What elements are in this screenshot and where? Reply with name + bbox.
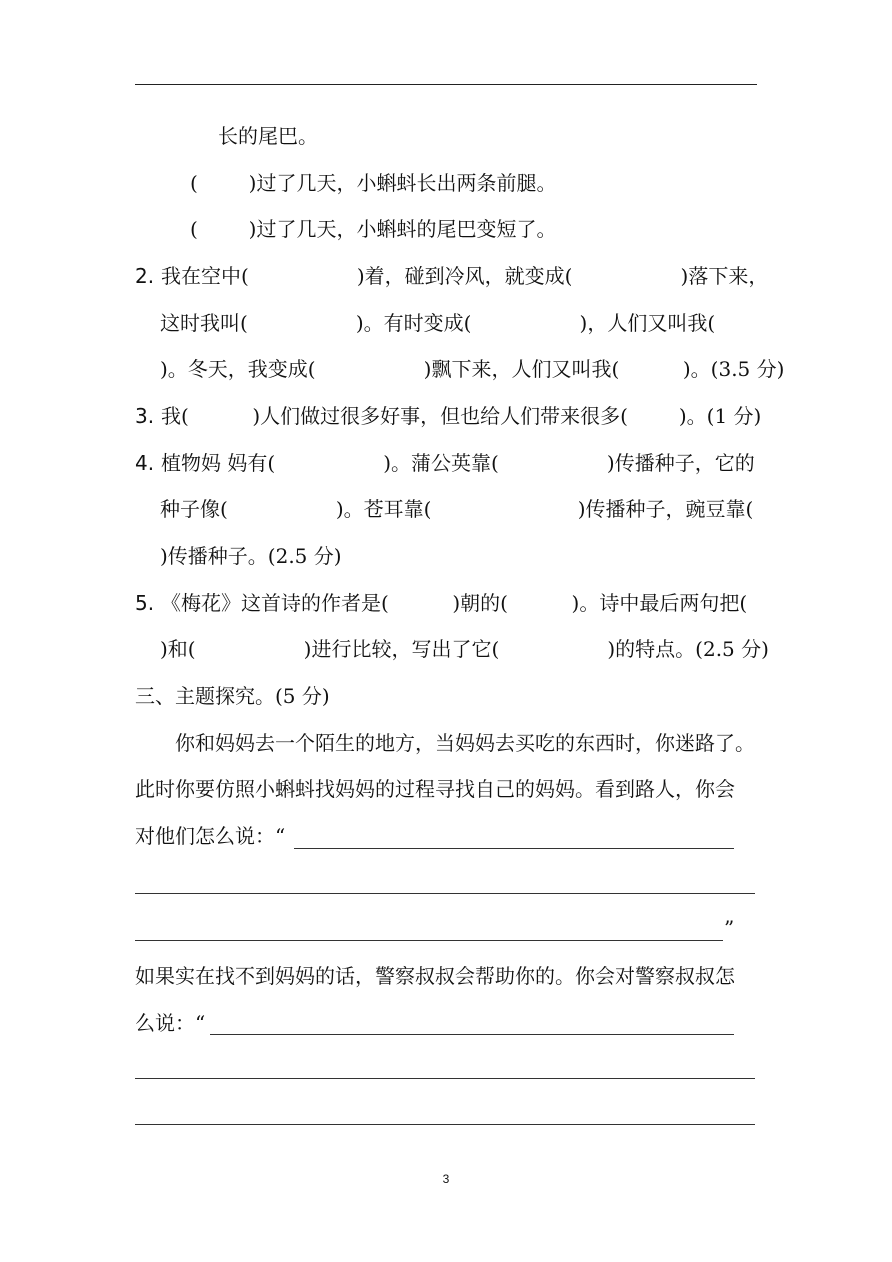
section3-title: 三、主题探究。(5 分) xyxy=(135,684,330,708)
answer-line-1[interactable] xyxy=(294,848,734,849)
q5-line-2: )和( )进行比较，写出了它( )的特点。(2.5 分) xyxy=(160,637,769,661)
q5-line-1: 《梅花》这首诗的作者是( )朝的( )。诗中最后两句把( xyxy=(161,591,748,615)
close-quote: ” xyxy=(724,916,735,940)
answer-line-5[interactable] xyxy=(135,1078,755,1079)
q1-order-item-1: ( )过了几天，小蝌蚪长出两条前腿。 xyxy=(190,171,557,195)
q4-number: 4. xyxy=(135,451,155,475)
q3-line-1: 我( )人们做过很多好事，但也给人们带来很多( )。(1 分) xyxy=(161,404,762,428)
q4-line-1: 植物妈 妈有( )。蒲公英靠( )传播种子，它的 xyxy=(161,451,755,475)
q2-number: 2. xyxy=(135,264,155,288)
section3-para-4: 如果实在找不到妈妈的话，警察叔叔会帮助你的。你会对警察叔叔怎 xyxy=(135,964,735,988)
answer-line-4[interactable] xyxy=(210,1034,734,1035)
section3-para-1: 你和妈妈去一个陌生的地方，当妈妈去买吃的东西时，你迷路了。 xyxy=(175,731,755,755)
section3-para-2: 此时你要仿照小蝌蚪找妈妈的过程寻找自己的妈妈。看到路人，你会 xyxy=(135,777,735,801)
page-number: 3 xyxy=(442,1172,450,1186)
q1-order-item-2: ( )过了几天，小蝌蚪的尾巴变短了。 xyxy=(190,217,557,241)
q2-line-3: )。冬天，我变成( )飘下来，人们又叫我( )。(3.5 分) xyxy=(160,357,785,381)
section3-prompt-passerby: 对他们怎么说：“ xyxy=(135,824,286,848)
answer-line-6[interactable] xyxy=(135,1124,755,1125)
q4-line-3: )传播种子。(2.5 分) xyxy=(160,544,342,568)
header-rule xyxy=(135,84,757,85)
answer-line-2[interactable] xyxy=(135,893,755,894)
q2-line-2: 这时我叫( )。有时变成( )，人们又叫我( xyxy=(160,311,716,335)
q3-number: 3. xyxy=(135,404,155,428)
answer-line-3[interactable] xyxy=(135,940,723,941)
q1-line-tail: 长的尾巴。 xyxy=(218,124,318,148)
q4-line-2: 种子像( )。苍耳靠( )传播种子，豌豆靠( xyxy=(160,497,754,521)
q5-number: 5. xyxy=(135,591,155,615)
section3-prompt-police: 么说：“ xyxy=(135,1011,206,1035)
q2-line-1: 我在空中( )着，碰到冷风，就变成( )落下来， xyxy=(161,264,769,288)
